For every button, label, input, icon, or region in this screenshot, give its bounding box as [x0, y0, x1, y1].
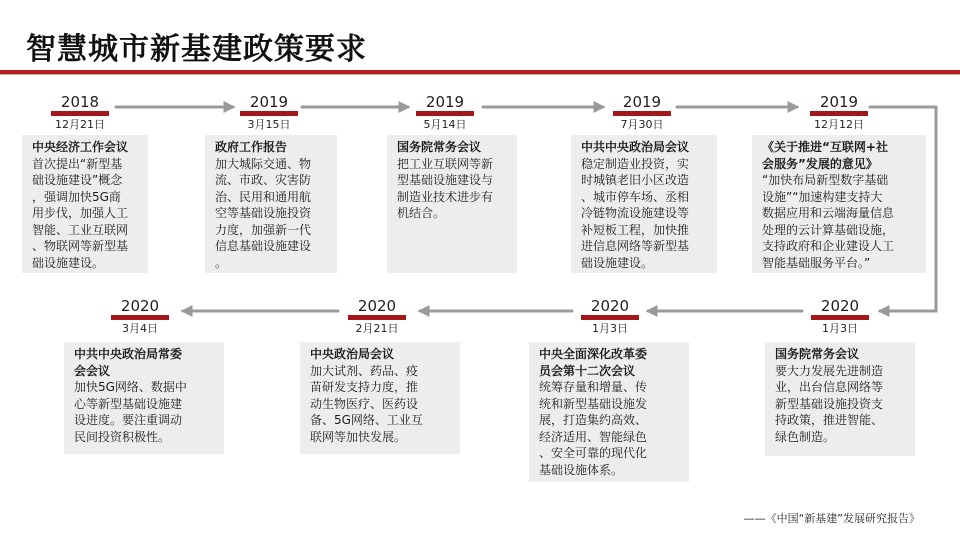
timeline-node-1 [49, 94, 111, 132]
year-label: 2020 [120, 297, 160, 315]
year-marker [581, 315, 639, 320]
event-title: 《关于推进“互联网+社 会服务”发展的意见》 [762, 140, 888, 171]
timeline-node-8 [346, 298, 408, 336]
event-card-9 [64, 342, 224, 454]
event-title: 国务院常务会议 [775, 347, 860, 361]
year-marker [348, 315, 406, 320]
year-marker [240, 111, 298, 116]
year-label: 2020 [357, 297, 397, 315]
year-label: 2018 [60, 93, 100, 111]
year-label: 2019 [425, 93, 465, 111]
timeline-node-4 [611, 94, 673, 132]
event-body: 要大力发展先进制造 业，出台信息网络等 新型基础设施投资支 持政策，推进智能、 绿色制造。 [775, 363, 884, 444]
event-card-5 [752, 135, 926, 273]
event-body: “加快布局新型数字基础 设施”“加速构建支持大 数据应用和云端海量信息 处理的云计算基础设施， 支持政府和企业建设人工 智能基础服务平台。” [762, 173, 895, 270]
year-label: 2019 [249, 93, 289, 111]
year-marker [810, 111, 868, 116]
timeline-node-5 [804, 94, 874, 132]
date-label: 3月15日 [247, 118, 291, 131]
event-body: 加大城际交通、物 流、市政、灾害防 治、民用和通用航 空等基础设施投资 力度，加强新一代 信息基础设施建设 。 [215, 156, 312, 270]
timeline-node-3 [414, 94, 476, 132]
event-body: 加大试剂、药品、疫 苗研发支持力度，推 动生物医疗、医药设 备、5G网络、工业互 联网等加快发展。 [310, 363, 423, 444]
event-title: 国务院常务会议 [397, 140, 482, 154]
timeline-node-7 [579, 298, 641, 336]
year-label: 2020 [590, 297, 630, 315]
event-title: 中共中央政治局会议 [581, 140, 690, 154]
event-title: 政府工作报告 [215, 140, 288, 154]
event-card-3 [387, 135, 517, 273]
date-label: 2月21日 [355, 322, 399, 335]
source-citation: ——《中国“新基建”发展研究报告》 [743, 512, 920, 525]
event-title: 中央全面深化改革委 员会第十二次会议 [539, 347, 648, 378]
event-title: 中共中央政治局常委 会会议 [74, 347, 183, 378]
event-body: 首次提出“新型基 础设施建设”概念 ，强调加快5G商 用步伐，加强人工 智能、工业互联网 、物联网等新型基 础设施建设。 [32, 156, 129, 270]
date-label: 12月21日 [55, 118, 105, 131]
timeline-node-2 [238, 94, 300, 132]
event-body: 统筹存量和增量、传 统和新型基础设施发 展，打造集约高效、 经济适用、智能绿色 、安全可靠的现代化 基础设施体系。 [539, 380, 648, 477]
event-title: 中央政治局会议 [310, 347, 395, 361]
event-card-6 [765, 342, 915, 456]
year-marker [811, 315, 869, 320]
year-marker [613, 111, 671, 116]
event-card-8 [300, 342, 460, 454]
event-body: 把工业互联网等新 型基础设施建设与 制造业技术进步有 机结合。 [397, 156, 494, 220]
event-body: 稳定制造业投资，实 时城镇老旧小区改造 、城市停车场、丞相 冷链物流设施建设等 补短板工程，加快推 进信息网络等新型基 础设施建设。 [581, 156, 690, 270]
timeline-node-6 [809, 298, 871, 336]
date-label: 12月12日 [814, 118, 864, 131]
year-marker [416, 111, 474, 116]
page-title: 智慧城市新基建政策要求 [26, 32, 367, 67]
date-label: 3月4日 [122, 322, 158, 335]
date-label: 1月3日 [592, 322, 628, 335]
event-title: 中央经济工作会议 [32, 140, 129, 154]
date-label: 5月14日 [423, 118, 467, 131]
timeline-node-9 [109, 298, 171, 336]
year-label: 2020 [820, 297, 860, 315]
event-card-2 [205, 135, 337, 273]
date-label: 7月30日 [620, 118, 664, 131]
event-card-1 [22, 135, 148, 273]
year-marker [111, 315, 169, 320]
event-card-7 [529, 342, 689, 482]
event-body: 加快5G网络、数据中 心等新型基础设施建 设进度。要注重调动 民间投资积极性。 [74, 380, 187, 444]
year-marker [51, 111, 109, 116]
date-label: 1月3日 [822, 322, 858, 335]
year-label: 2019 [622, 93, 662, 111]
event-card-4 [571, 135, 717, 273]
year-label: 2019 [819, 93, 859, 111]
